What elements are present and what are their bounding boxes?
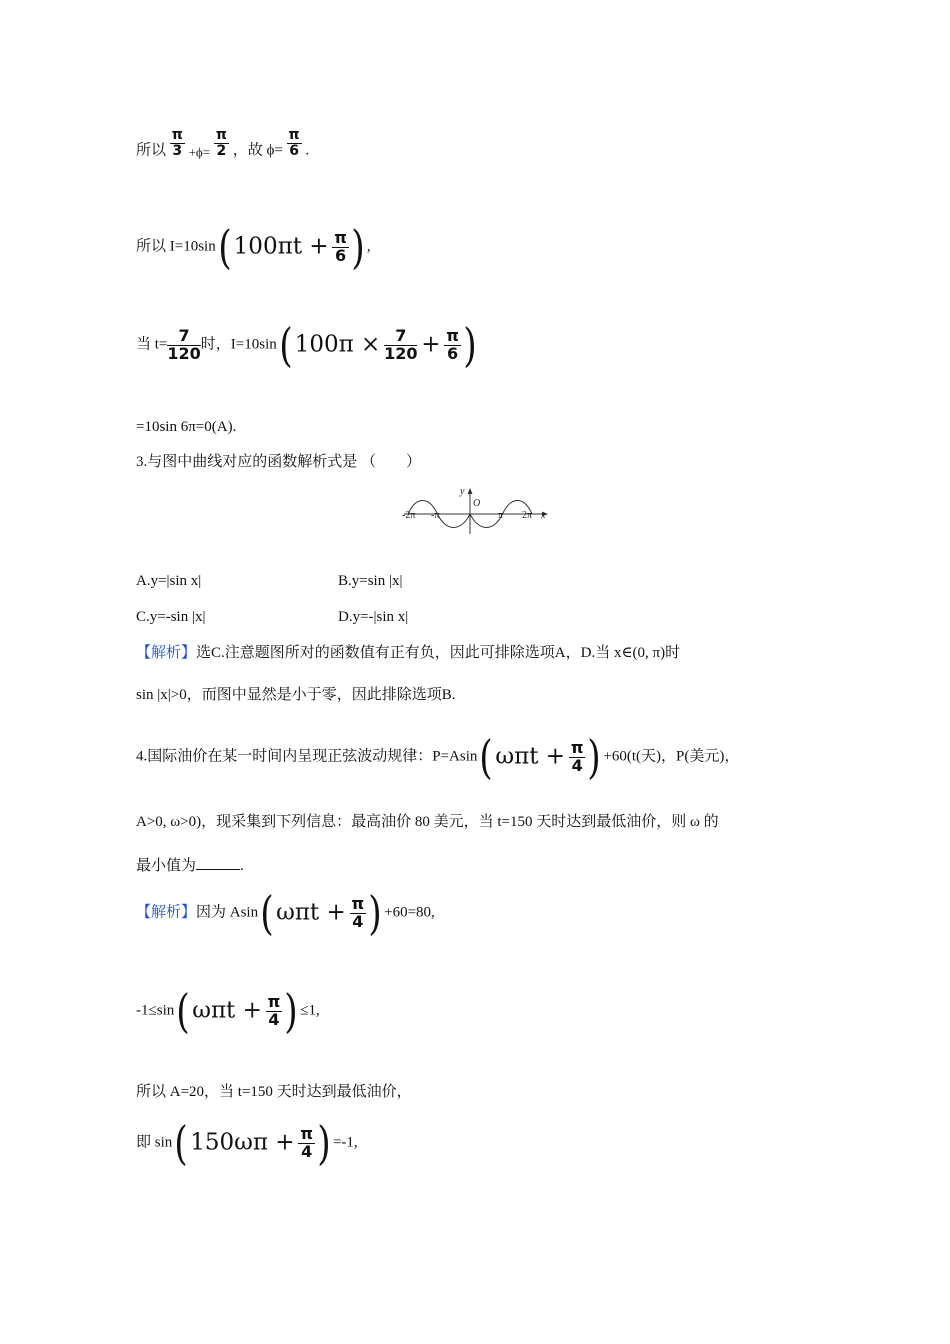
- fraction: $\frac{\pi}{4}$: [351, 893, 365, 931]
- right-paren: ): [351, 220, 365, 274]
- fraction: $\frac{\pi}{6}$: [288, 127, 300, 159]
- tick-label: -2π: [402, 510, 416, 521]
- y-label: y: [460, 486, 465, 497]
- question-3-analysis-cont: sin |x|>0，而图中显然是小于零，因此排除选项B.: [136, 687, 456, 703]
- math-expr: ωπt +: [276, 899, 346, 926]
- right-paren: ): [368, 886, 382, 940]
- question-4-line3: [136, 857, 244, 874]
- line-phase-solution: [136, 128, 309, 158]
- left-paren: (: [260, 886, 274, 940]
- fraction: $\frac{\pi}{3}$: [171, 127, 183, 159]
- text: .: [240, 858, 244, 874]
- text: 时，I=10sin: [200, 336, 277, 353]
- question-4-analysis-3: 所以 A=20，当 t=150 天时达到最低油价，: [136, 1084, 412, 1100]
- fraction: $\frac{7}{120}$: [167, 325, 201, 363]
- text: 因为 Asin: [196, 904, 259, 921]
- left-paren: (: [174, 1116, 188, 1170]
- question-3-graph: [398, 484, 554, 536]
- text: -1≤sin: [136, 1002, 175, 1019]
- math-expr: ωπt +: [192, 997, 262, 1024]
- text: +60(t(天)，P(美元)，: [603, 748, 740, 765]
- question-4-stem: [136, 730, 740, 784]
- fraction: $\frac{\pi}{4}$: [267, 991, 281, 1029]
- tick-label: 2π: [522, 510, 533, 521]
- fraction: $\frac{\pi}{6}$: [446, 325, 459, 363]
- text: ≤1,: [300, 1002, 320, 1019]
- right-paren: ): [284, 984, 299, 1038]
- left-paren: (: [479, 730, 494, 784]
- text: 所以 I=10sin: [136, 238, 216, 255]
- math-expr: +: [421, 331, 441, 358]
- text: +ϕ=: [188, 144, 211, 160]
- question-4-line2: A>0, ω>0)，现采集到下列信息：最高油价 80 美元，当 t=150 天时达到最低油价，则 ω 的: [136, 814, 719, 830]
- option-d: D.y=-|sin x|: [338, 609, 409, 625]
- left-paren: (: [279, 318, 293, 372]
- right-paren: ): [463, 318, 477, 372]
- right-paren: ): [587, 730, 602, 784]
- text: ,: [366, 238, 371, 255]
- line-substitution: [136, 318, 479, 372]
- left-paren: (: [217, 220, 232, 274]
- analysis-tag: 【解析】: [136, 645, 197, 661]
- math-expr: 100πt +: [233, 233, 329, 260]
- x-label: x: [541, 510, 546, 521]
- fraction: $\frac{\pi}{2}$: [215, 127, 227, 159]
- text: .: [305, 142, 310, 159]
- fraction: $\frac{\pi}{6}$: [334, 227, 347, 265]
- question-4-analysis-1: [136, 886, 435, 940]
- tick-label: -π: [431, 510, 440, 521]
- right-paren: ): [317, 1116, 331, 1170]
- math-expr: ωπt +: [495, 743, 566, 770]
- text: =-1,: [332, 1134, 358, 1151]
- fraction: $\frac{7}{120}$: [384, 325, 418, 363]
- text: 即 sin: [136, 1134, 173, 1151]
- question-3-analysis: [136, 646, 680, 661]
- left-paren: (: [176, 984, 190, 1038]
- question-4-analysis-2: [136, 984, 320, 1038]
- option-a: A.y=|sin x|: [136, 573, 202, 589]
- fraction: $\frac{\pi}{4}$: [300, 1123, 313, 1161]
- text: 当 t=: [136, 336, 168, 353]
- origin-label: O: [473, 498, 481, 509]
- tick-label: π: [498, 510, 504, 521]
- text: 4.国际油价在某一时间内呈现正弦波动规律：P=Asin: [136, 748, 478, 765]
- math-expr: 150ωπ +: [190, 1129, 295, 1156]
- math-expr: 100π ×: [294, 331, 381, 358]
- text: 所以: [136, 142, 167, 159]
- option-c: C.y=-sin |x|: [136, 609, 206, 625]
- text: 选C.注意题图所对的函数值有正有负，因此可排除选项A，D.当 x∈(0, π)时: [196, 645, 681, 661]
- fraction: $\frac{\pi}{4}$: [570, 737, 584, 775]
- line-result: =10sin 6π=0(A).: [136, 419, 237, 435]
- text: ，故 ϕ=: [232, 142, 283, 159]
- y-axis-arrow: [468, 488, 473, 494]
- answer-blank: [196, 857, 240, 870]
- line-current-formula: [136, 220, 371, 274]
- text: 最小值为: [136, 858, 197, 874]
- analysis-tag: 【解析】: [136, 904, 197, 921]
- text: +60=80,: [384, 904, 435, 921]
- question-4-analysis-4: [136, 1116, 358, 1170]
- option-b: B.y=sin |x|: [338, 573, 403, 589]
- question-3-stem: 3.与图中曲线对应的函数解析式是 （ ）: [136, 454, 422, 470]
